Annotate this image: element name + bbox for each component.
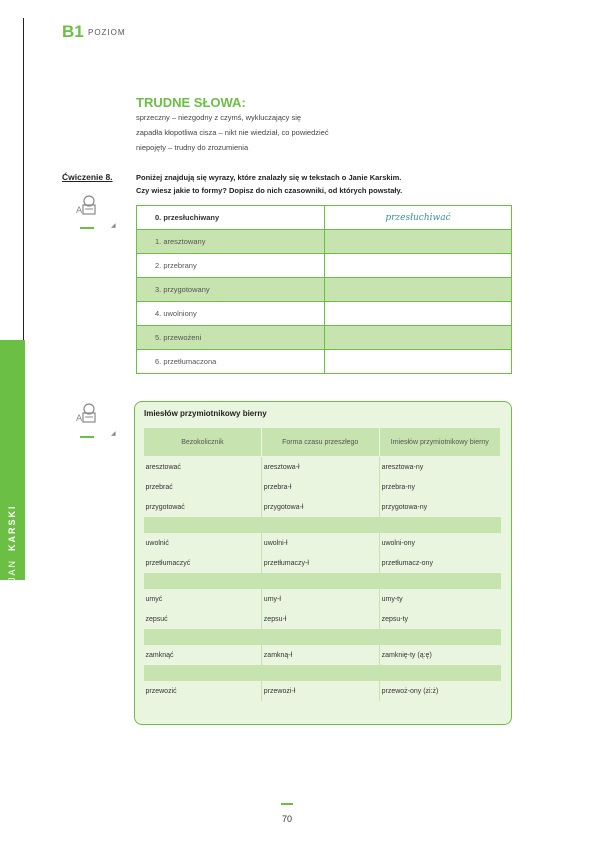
answer-cell[interactable]: przesłuchiwać [325,206,512,230]
answer-cell[interactable] [325,230,512,254]
exercise-instruction-line: Poniżej znajdują się wyrazy, które znalazły się w tekstach o Janie Karskim. [136,173,402,182]
difficult-word-line: sprzeczny – niezgodny z czymś, wykluczający się [136,113,302,122]
table-row [144,477,501,497]
word-cell: 2. przebrany [137,254,325,278]
table-row [144,681,501,701]
table-cell: zamkną-ł [261,645,379,665]
separator-row [144,665,501,681]
table-cell: zamknię-ty (ą:ę) [379,645,500,665]
table-cell: przygotowa-ny [379,497,500,517]
icon-underline [80,436,94,438]
table-cell: przetłumaczy-ł [261,553,379,573]
table-cell: uwolni-ony [379,533,500,553]
table-row [144,497,501,517]
difficult-word-line: zapadła kłopotliwa cisza – nikt nie wiedział, co powiedzieć [136,128,329,137]
icon-underline [80,227,94,229]
table-cell: umy-ł [261,589,379,609]
difficult-word-line: niepojęty – trudny do zrozumienia [136,143,249,152]
page-number-mark [281,803,293,805]
word-cell: 0. przesłuchiwany [137,206,325,230]
answer-cell[interactable] [325,326,512,350]
word-cell: 3. przygotowany [137,278,325,302]
table-cell: przewozi-ł [261,681,379,701]
svg-text:A: A [76,414,83,424]
corner-mark-icon: ◢ [111,223,116,229]
table-cell: zamknąć [145,651,174,659]
table-row [137,278,512,302]
writing-tool-icon [74,192,100,218]
table-cell: umyć [145,595,163,603]
table-cell: uwolnić [145,539,169,547]
table-row [137,206,512,230]
table-cell: przebra-ł [261,477,379,497]
table-cell: przebrać [145,483,173,491]
table-row [144,457,501,478]
table-cell: aresztować [145,463,181,471]
level-code: B1 [62,22,84,41]
answer-cell[interactable] [325,254,512,278]
table-row [144,533,501,553]
exercise-table [136,205,512,374]
table-row [144,553,501,573]
table-cell: umy-ty [379,589,500,609]
page-number: 70 [281,814,292,824]
column-header: Imiesłów przymiotnikowy bierny [379,428,500,457]
table-row [137,230,512,254]
grammar-title: Imiesłów przymiotnikowy bierny [144,409,267,418]
separator-row [144,629,501,645]
sidebar-last-name: KARSKI [7,504,17,552]
column-header: Bezokolicznik [144,428,262,457]
table-row [137,302,512,326]
table-header-row [144,428,501,457]
svg-text:A: A [76,206,83,216]
level-word: POZIOM [88,28,126,37]
table-cell: uwolni-ł [261,533,379,553]
word-cell: 5. przewożeni [137,326,325,350]
column-header: Forma czasu przeszłego [261,428,379,457]
table-row [137,326,512,350]
word-cell: 1. aresztowany [137,230,325,254]
answer-cell[interactable] [325,278,512,302]
table-cell: zepsuć [145,615,168,623]
table-cell: przewozić [145,687,177,695]
answer-cell[interactable] [325,302,512,326]
table-cell: przewoż-ony (zi:ż) [379,681,500,701]
exercise-instruction [136,171,516,197]
exercise-instruction-line: Czy wiesz jakie to formy? Dopisz do nich czasowniki, od których powstały. [136,186,403,195]
table-cell: przetłumaczyć [145,559,191,567]
grammar-table [143,427,501,701]
table-row [137,254,512,278]
exercise-label: Ćwiczenie 8. [62,172,113,182]
difficult-words-title: TRUDNE SŁOWA: [136,95,246,110]
answer-cell[interactable] [325,350,512,374]
table-cell: zepsu-ty [379,609,500,629]
word-cell: 6. przetłumaczona [137,350,325,374]
table-row [144,609,501,629]
table-cell: przygotować [145,503,185,511]
table-row [144,589,501,609]
separator-row [144,517,501,533]
table-row [137,350,512,374]
separator-row [144,573,501,589]
table-cell: aresztowa-ny [379,457,500,478]
corner-mark-icon: ◢ [111,431,116,437]
sidebar-first-name: JAN [7,558,17,582]
table-cell: przygotowa-ł [261,497,379,517]
writing-tool-icon [74,400,100,426]
word-cell: 4. uwolniony [137,302,325,326]
table-cell: przetłumacz-ony [379,553,500,573]
table-cell: przebra-ny [379,477,500,497]
sidebar-label [3,482,21,582]
table-cell: aresztowa-ł [261,457,379,478]
table-row [144,645,501,665]
table-cell: zepsu-ł [261,609,379,629]
